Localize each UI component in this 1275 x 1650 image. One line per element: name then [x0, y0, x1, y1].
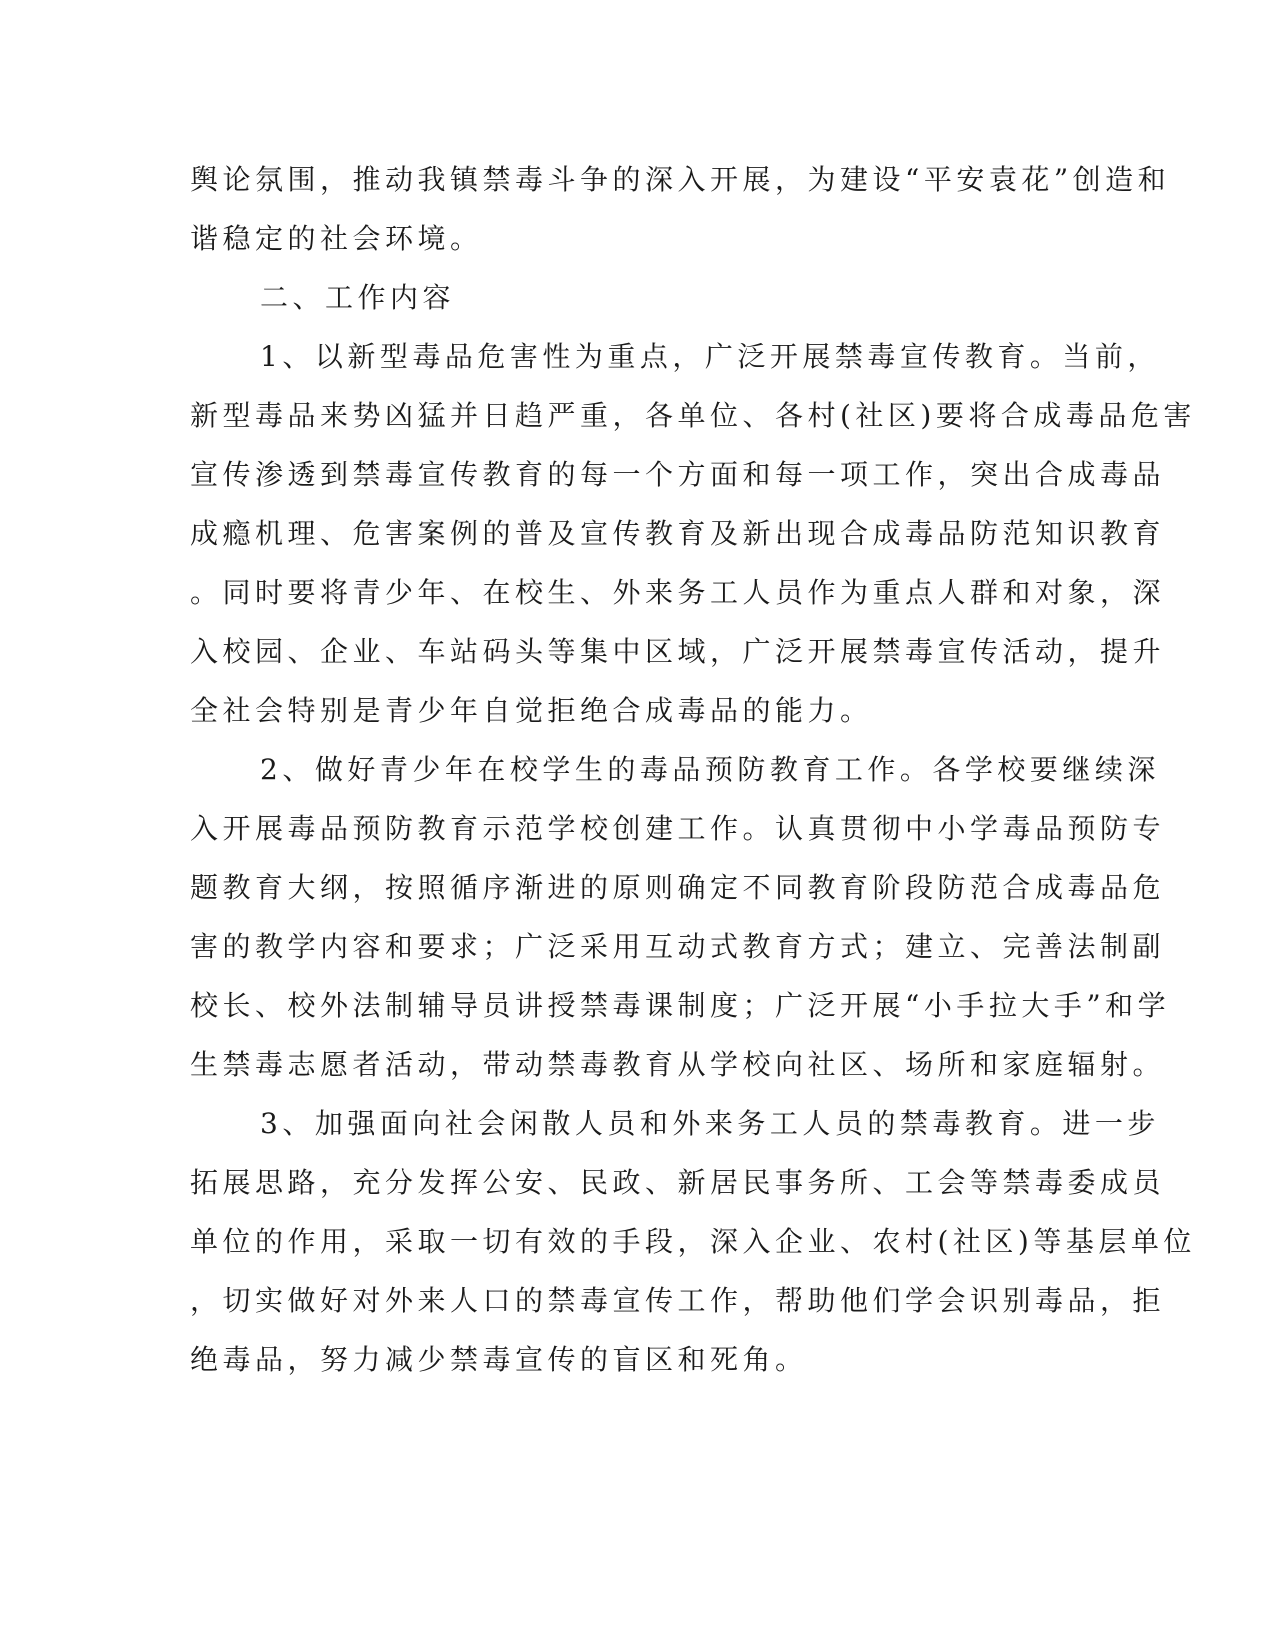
- text-line: 舆论氛围，推动我镇禁毒斗争的深入开展，为建设“平安袁花”创造和: [190, 163, 1171, 196]
- text-line: 全社会特别是青少年自觉拒绝合成毒品的能力。: [190, 694, 873, 727]
- text-line: 成瘾机理、危害案例的普及宣传教育及新出现合成毒品防范知识教育: [190, 517, 1166, 550]
- text-line: 拓展思路，充分发挥公安、民政、新居民事务所、工会等禁毒委成员: [190, 1166, 1166, 1199]
- paragraph-2-start: 2、做好青少年在校学生的毒品预防教育工作。各学校要继续深: [260, 753, 1160, 786]
- paragraph-1-start: 1、以新型毒品危害性为重点，广泛开展禁毒宣传教育。当前，: [260, 340, 1160, 373]
- text-line: ，切实做好对外来人口的禁毒宣传工作，帮助他们学会识别毒品，拒: [190, 1284, 1166, 1317]
- text-line: 宣传渗透到禁毒宣传教育的每一个方面和每一项工作，突出合成毒品: [190, 458, 1166, 491]
- section-heading: 二、工作内容: [260, 281, 456, 314]
- text-line: 。同时要将青少年、在校生、外来务工人员作为重点人群和对象，深: [190, 576, 1166, 609]
- text-line: 害的教学内容和要求；广泛采用互动式教育方式；建立、完善法制副: [190, 930, 1166, 963]
- text-line: 题教育大纲，按照循序渐进的原则确定不同教育阶段防范合成毒品危: [190, 871, 1166, 904]
- text-line: 绝毒品，努力减少禁毒宣传的盲区和死角。: [190, 1343, 808, 1376]
- text-line: 新型毒品来势凶猛并日趋严重，各单位、各村(社区)要将合成毒品危害: [190, 399, 1196, 432]
- text-line: 单位的作用，采取一切有效的手段，深入企业、农村(社区)等基层单位: [190, 1225, 1196, 1258]
- text-line: 生禁毒志愿者活动，带动禁毒教育从学校向社区、场所和家庭辐射。: [190, 1048, 1166, 1081]
- paragraph-3-start: 3、加强面向社会闲散人员和外来务工人员的禁毒教育。进一步: [260, 1107, 1160, 1140]
- text-line: 入开展毒品预防教育示范学校创建工作。认真贯彻中小学毒品预防专: [190, 812, 1166, 845]
- text-line: 谐稳定的社会环境。: [190, 222, 483, 255]
- text-line: 入校园、企业、车站码头等集中区域，广泛开展禁毒宣传活动，提升: [190, 635, 1166, 668]
- text-line: 校长、校外法制辅导员讲授禁毒课制度；广泛开展“小手拉大手”和学: [190, 989, 1171, 1022]
